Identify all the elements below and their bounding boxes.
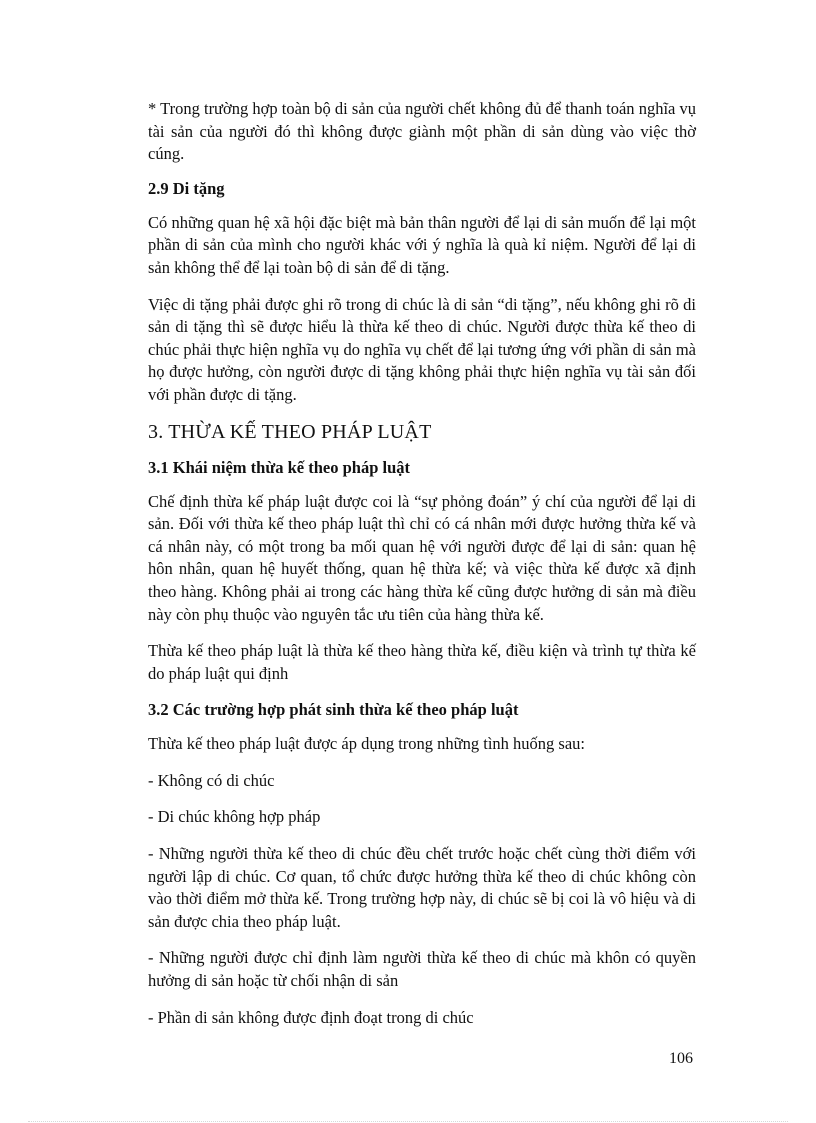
page-body — [148, 98, 696, 1029]
paragraph-legal-inheritance-definition: Thừa kế theo pháp luật là thừa kế theo hàng thừa kế, điều kiện và trình tự thừa kế do pháp luật qui định — [148, 641, 696, 683]
paragraph-bequest-rules: Việc di tặng phải được ghi rõ trong di chúc là di sản “di tặng”, nếu không ghi rõ di sản di tặng thì sẽ được hiểu là thừa kế theo di chúc. Người được thừa kế theo di chúc phải thực hiện nghĩa vụ do nghĩa vụ chết để lại tương ứng với phần di sản mà họ được hưởng, còn người được di tặng không phải thực hiện nghĩa vụ tài sản đối với phần được di tặng. — [148, 294, 696, 404]
list-item-heirs-died: - Những người thừa kế theo di chúc đều chết trước hoặc chết cùng thời điểm với người lập di chúc. Cơ quan, tổ chức được hưởng thừa kế theo di chúc không còn vào thời điểm mở thừa kế. Trong trường hợp này, di chúc sẽ bị coi là vô hiệu và di sản được chia theo pháp luật. — [148, 844, 696, 931]
heading-3: 3. THỪA KẾ THEO PHÁP LUẬT — [148, 420, 432, 443]
paragraph-cases-intro: Thừa kế theo pháp luật được áp dụng trong những tình huống sau: — [148, 734, 585, 754]
page-number: 106 — [669, 1050, 693, 1067]
heading-3-2: 3.2 Các trường hợp phát sinh thừa kế theo pháp luật — [148, 700, 519, 720]
list-item-heirs-refuse: - Những người được chỉ định làm người thừa kế theo di chúc mà khôn có quyền hưởng di sản hoặc từ chối nhận di sản — [148, 948, 696, 991]
list-item-invalid-will: - Di chúc không hợp pháp — [148, 807, 321, 827]
heading-3-1: 3.1 Khái niệm thừa kế theo pháp luật — [148, 457, 411, 477]
bottom-dotted-rule — [28, 1121, 788, 1122]
paragraph-legal-inheritance-concept: Chế định thừa kế pháp luật được coi là “sự phỏng đoán” ý chí của người để lại di sản. Đối với thừa kế theo pháp luật thì chỉ có cá nhân mới được hưởng thừa kế và cá nhân này, có một trong ba mối quan hệ với người được để lại di sản: quan hệ hôn nhân, quan hệ huyết thống, quan hệ thừa kế; và việc thừa kế được xã định theo hàng. Không phải ai trong các hàng thừa kế cũng được hưởng di sản mà điều này còn phụ thuộc vào nguyên tắc ưu tiên của hàng thừa kế. — [148, 491, 696, 624]
paragraph-bequest-intro: Có những quan hệ xã hội đặc biệt mà bản thân người để lại di sản muốn để lại một phần di sản của mình cho người khác với ý nghĩa là quà kỉ niệm. Người để lại di sản không thể để lại toàn bộ di sản để di tặng. — [148, 212, 696, 277]
paragraph-worship-note: * Trong trường hợp toàn bộ di sản của người chết không đủ để thanh toán nghĩa vụ tài sản của người đó thì không được giành một phần di sản dùng vào việc thờ cúng. — [148, 99, 696, 164]
list-item-no-will: - Không có di chúc — [148, 770, 275, 790]
heading-2-9: 2.9 Di tặng — [148, 178, 225, 198]
list-item-undisposed-estate: - Phần di sản không được định đoạt trong di chúc — [148, 1007, 474, 1027]
